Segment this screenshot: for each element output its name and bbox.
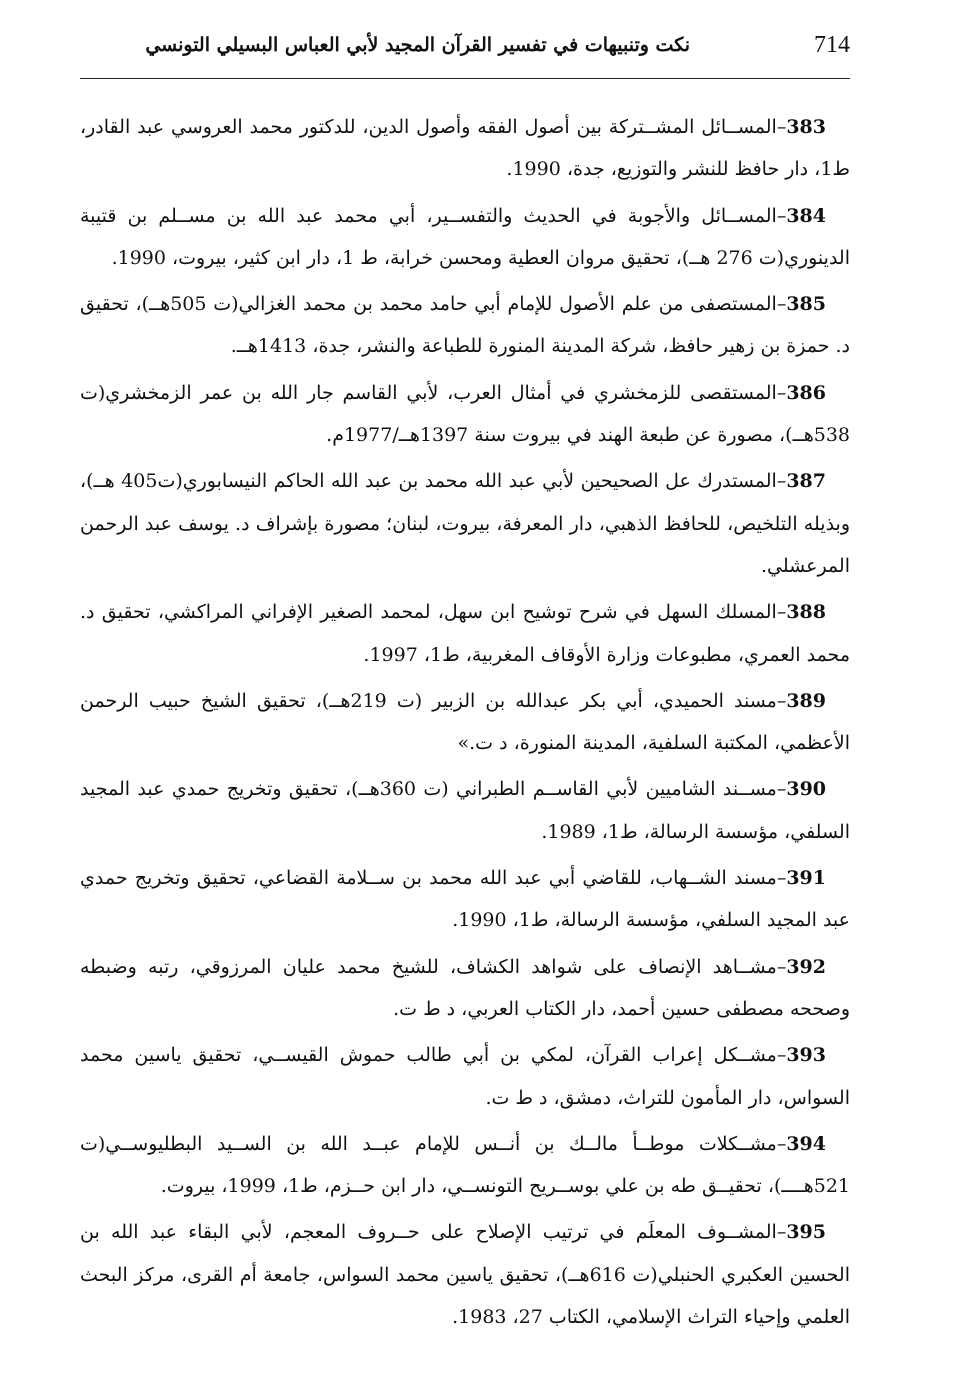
entry-text: المستدرك عل الصحيحين لأبي عبد الله محمد بن عبد الله الحاكم النيسابوري(ت405 هــ)، وبذيله التلخيص، للحافظ الذهبي، دار المعرفة، بيروت، لبنان؛ مصورة بإشراف د. يوسف عبد الرحمن المرعشلي. xyxy=(80,470,851,577)
bibliography-entry: 384–المســائل والأجوبة في الحديث والتفســير، أبي محمد عبد الله بن مســلم بن قتيبة الدينوري(ت 276 هــ)، تحقيق مروان العطية ومحسن خرابة، ط 1، دار ابن كثير، بيروت، 1990. xyxy=(80,204,850,269)
entry-number: 387 xyxy=(786,470,826,493)
entry-number: 394 xyxy=(786,1132,826,1155)
entry-number: 393 xyxy=(786,1044,826,1067)
entry-number: 386 xyxy=(786,381,826,404)
running-title: نكت وتنبيهات في تفسير القرآن المجيد لأبي العباس البسيلي التونسي xyxy=(145,34,690,56)
entry-text: المسلك السهل في شرح توشيح ابن سهل، لمحمد الصغير الإفراني المراكشي، تحقيق د. محمد العمري، مطبوعات وزارة الأوقاف المغربية، ط1، 1997. xyxy=(80,601,850,666)
entry-text: المستقصى للزمخشري في أمثال العرب، لأبي القاسم جار الله بن عمر الزمخشري(ت 538هــ)، مصورة عن طبعة الهند في بيروت سنة 1397هــ/1977م. xyxy=(80,381,850,447)
bibliography-entry: 389–مسند الحميدي، أبي بكر عبدالله بن الزبير (ت 219هــ)، تحقيق الشيخ حبيب الرحمن الأعظمي، المكتبة السلفية، المدينة المنورة، د ت.» xyxy=(80,689,850,755)
entry-number: 389 xyxy=(786,689,826,712)
entry-number: 388 xyxy=(786,601,826,624)
bibliography-entry: 390–مســند الشاميين لأبي القاســم الطبراني (ت 360هــ)، تحقيق وتخريج حمدي عبد المجيد السلفي، مؤسسة الرسالة، ط1، 1989. xyxy=(80,778,850,843)
page-header xyxy=(80,28,850,68)
bibliography-entry: 385–المستصفى من علم الأصول للإمام أبي حامد محمد بن محمد الغزالي(ت 505هــ)، تحقيق د. حمزة بن زهير حافظ، شركة المدينة المنورة للطباعة والنشر، جدة، 1413هــ. xyxy=(80,293,850,358)
entry-text: المشــوف المعلَم في ترتيب الإصلاح على حــروف المعجم، لأبي البقاء عبد الله بن الحسين العكبري الحنبلي(ت 616هــ)، تحقيق ياسين محمد السواس، جامعة أم القرى، مركز البحث العلمي وإحياء التراث الإسلامي، الكتاب 27، 1983. xyxy=(80,1221,851,1329)
entry-text: مسند الشــهاب، للقاضي أبي عبد الله محمد بن ســلامة القضاعي، تحقيق وتخريج حمدي عبد المجيد السلفي، مؤسسة الرسالة، ط1، 1990. xyxy=(80,867,850,932)
bibliography-entry: 394–مشــكلات موطــأ مالــك بن أنــس للإمام عبــد الله بن الســيد البطليوســي(ت 521هــــ)، تحقيــق طه بن علي بوســريح التونســي، دار ابن حــزم، ط1، 1999، بيروت. xyxy=(80,1132,850,1198)
entry-text: مسند الحميدي، أبي بكر عبدالله بن الزبير (ت 219هــ)، تحقيق الشيخ حبيب الرحمن الأعظمي، المكتبة السلفية، المدينة المنورة، د ت.» xyxy=(80,689,850,755)
bibliography-entry: 383–المســائل المشــتركة بين أصول الفقه وأصول الدين، للدكتور محمد العروسي عبد القادر، ط1، دار حافظ للنشر والتوزيع، جدة، 1990. xyxy=(80,116,850,181)
bibliography-entry: 395–المشــوف المعلَم في ترتيب الإصلاح على حــروف المعجم، لأبي البقاء عبد الله بن الحسين العكبري الحنبلي(ت 616هــ)، تحقيق ياسين محمد السواس، جامعة أم القرى، مركز البحث العلمي وإحياء التراث الإسلامي، الكتاب 27، 1983. xyxy=(80,1221,851,1329)
entry-text: المســائل المشــتركة بين أصول الفقه وأصول الدين، للدكتور محمد العروسي عبد القادر، ط1، دار حافظ للنشر والتوزيع، جدة، 1990. xyxy=(80,116,850,181)
entry-text: المســائل والأجوبة في الحديث والتفســير، أبي محمد عبد الله بن مســلم بن قتيبة الدينوري(ت 276 هــ)، تحقيق مروان العطية ومحسن خرابة، ط 1، دار ابن كثير، بيروت، 1990. xyxy=(80,204,850,269)
entry-number: 385 xyxy=(786,293,826,316)
entry-text: مســند الشاميين لأبي القاســم الطبراني (ت 360هــ)، تحقيق وتخريج حمدي عبد المجيد السلفي، مؤسسة الرسالة، ط1، 1989. xyxy=(80,778,850,843)
page-number: 714 xyxy=(814,32,850,58)
entry-text: المستصفى من علم الأصول للإمام أبي حامد محمد بن محمد الغزالي(ت 505هــ)، تحقيق د. حمزة بن زهير حافظ، شركة المدينة المنورة للطباعة والنشر، جدة، 1413هــ. xyxy=(80,293,850,358)
entry-number: 384 xyxy=(786,204,826,227)
entry-number: 392 xyxy=(786,955,826,978)
bibliography-entry: 392–مشــاهد الإنصاف على شواهد الكشاف، للشيخ محمد عليان المرزوقي، رتبه وضبطه وصححه مصطفى حسين أحمد، دار الكتاب العربي، د ط ت. xyxy=(80,955,850,1020)
bibliography-entry: 391–مسند الشــهاب، للقاضي أبي عبد الله محمد بن ســلامة القضاعي، تحقيق وتخريج حمدي عبد المجيد السلفي، مؤسسة الرسالة، ط1، 1990. xyxy=(80,867,850,932)
bibliography-entry: 388–المسلك السهل في شرح توشيح ابن سهل، لمحمد الصغير الإفراني المراكشي، تحقيق د. محمد العمري، مطبوعات وزارة الأوقاف المغربية، ط1، 1997. xyxy=(80,601,850,666)
bibliography-entry: 386–المستقصى للزمخشري في أمثال العرب، لأبي القاسم جار الله بن عمر الزمخشري(ت 538هــ)، مصورة عن طبعة الهند في بيروت سنة 1397هــ/1977م. xyxy=(80,381,850,447)
entry-number: 383 xyxy=(786,116,826,138)
header-divider xyxy=(80,78,850,79)
entry-text: مشــكلات موطــأ مالــك بن أنــس للإمام عبــد الله بن الســيد البطليوســي(ت 521هــــ)، تحقيــق طه بن علي بوســريح التونســي، دار ابن حــزم، ط1، 1999، بيروت. xyxy=(80,1132,850,1198)
entry-number: 395 xyxy=(786,1221,826,1244)
entry-number: 390 xyxy=(786,778,827,801)
entry-text: مشــاهد الإنصاف على شواهد الكشاف، للشيخ محمد عليان المرزوقي، رتبه وضبطه وصححه مصطفى حسين أحمد، دار الكتاب العربي، د ط ت. xyxy=(80,955,850,1020)
entry-text: مشــكل إعراب القرآن، لمكي بن أبي طالب حموش القيســي، تحقيق ياسين محمد السواس، دار المأمون للتراث، دمشق، د ط ت. xyxy=(80,1044,850,1109)
entry-number: 391 xyxy=(786,867,826,890)
bibliography-entry: 393–مشــكل إعراب القرآن، لمكي بن أبي طالب حموش القيســي، تحقيق ياسين محمد السواس، دار المأمون للتراث، دمشق، د ط ت. xyxy=(80,1044,850,1109)
bibliography-entry: 387–المستدرك عل الصحيحين لأبي عبد الله محمد بن عبد الله الحاكم النيسابوري(ت405 هــ)، وبذيله التلخيص، للحافظ الذهبي، دار المعرفة، بيروت، لبنان؛ مصورة بإشراف د. يوسف عبد الرحمن المرعشلي. xyxy=(80,470,851,577)
bibliography-list xyxy=(80,106,850,1342)
